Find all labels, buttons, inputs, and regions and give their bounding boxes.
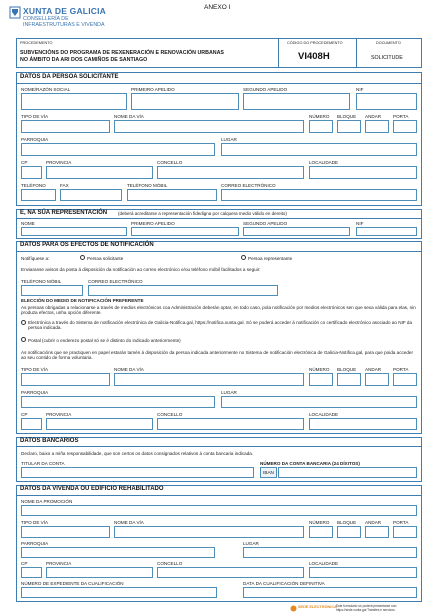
notify-door-label: PORTA: [393, 367, 409, 372]
notify-council-field[interactable]: [157, 418, 304, 430]
applicant-number-field[interactable]: [309, 120, 333, 133]
applicant-mobile-field[interactable]: [127, 189, 217, 201]
dwelling-council-label: CONCELLO: [157, 561, 183, 566]
electronic-notification-radio[interactable]: [21, 320, 26, 325]
notify-locality-field[interactable]: [309, 418, 417, 430]
applicant-locality-field[interactable]: [309, 166, 417, 179]
notify-applicant-label: Persoa solicitante: [87, 256, 124, 261]
notify-place-label: LUGAR: [221, 390, 237, 395]
procedure-code-label: CÓDIGO DO PROCEDEMENTO: [287, 41, 343, 45]
applicant-council-label: CONCELLO: [157, 160, 183, 165]
applicant-street-name-field[interactable]: [114, 120, 304, 133]
send-notice-text: Enviaranse avisos da posta á disposición da notificación ao correo electrónico e/ou teléfono móbil facilitados a seguir:: [21, 267, 261, 272]
representative-nif-label: NIF: [356, 221, 364, 226]
notify-province-label: PROVINCIA: [46, 412, 72, 417]
notify-representative-radio[interactable]: [241, 255, 246, 260]
applicant-email-field[interactable]: [221, 189, 417, 201]
dwelling-parish-label: PARROQUIA: [21, 541, 49, 546]
file-number-label: NÚMERO DE EXPEDIENTE DA CUALIFICACIÓN: [21, 581, 124, 586]
notify-number-field[interactable]: [309, 373, 333, 386]
procedure-text-1: SUBVENCIÓNS DO PROGRAMA DE REXENERACIÓN E RENOVACIÓN URBANAS: [20, 50, 224, 56]
logo-subtitle-1: CONSELLERÍA DE: [23, 16, 69, 22]
applicant-nif-field[interactable]: [356, 93, 417, 110]
notify-locality-label: LOCALIDADE: [309, 412, 339, 417]
applicant-parish-label: PARROQUIA: [21, 137, 49, 142]
applicant-phone-field[interactable]: [21, 189, 56, 201]
applicant-surname2-field[interactable]: [243, 93, 350, 110]
applicant-floor-label: ANDAR: [365, 114, 382, 119]
notify-floor-field[interactable]: [365, 373, 389, 386]
applicant-fax-label: FAX: [60, 183, 69, 188]
dwelling-place-label: LUGAR: [243, 541, 259, 546]
notify-mobile-field[interactable]: [21, 285, 83, 296]
applicant-door-field[interactable]: [393, 120, 417, 133]
notify-street-type-field[interactable]: [21, 373, 110, 386]
dwelling-street-name-field[interactable]: [114, 526, 304, 538]
applicant-fax-field[interactable]: [60, 189, 122, 201]
qualification-date-field[interactable]: [243, 587, 417, 598]
qualification-date-label: DATA DA CUALIFICACIÓN DEFINITIVA: [243, 581, 325, 586]
notify-parish-field[interactable]: [21, 396, 215, 408]
notify-street-name-field[interactable]: [114, 373, 304, 386]
dwelling-street-name-label: NOME DA VÍA: [114, 520, 144, 525]
notify-representative-label: Persoa representante: [248, 256, 293, 261]
postal-note-text: As notificacións que se practiquen en papel estarán tamén á disposición da persoa indicada anteriormente no Sistema de notificación electrónica de Galicia-Notifica.gal, para que poida acceder ao seu contido de forma voluntaria.: [21, 350, 413, 361]
dwelling-number-label: NÚMERO: [309, 520, 330, 525]
representative-surname1-field[interactable]: [131, 227, 239, 236]
representative-title: E, NA SÚA REPRESENTACIÓN: [20, 210, 108, 216]
dwelling-block-field[interactable]: [337, 526, 361, 538]
promotion-label: NOME DA PROMOCIÓN: [21, 499, 73, 504]
notify-email-label: CORREO ELECTRÓNICO: [88, 279, 143, 284]
notification-title: DATOS PARA OS EFECTOS DE NOTIFICACIÓN: [20, 242, 154, 248]
electronic-notification-label: Electrónica a través do Sistema de notificación electrónica de Galicia-Notifica.gal, https://notifica.xunta.gal. Só se poderá acceder á notificación co certificado electrónico asociado ao NIF da persoa indicada.: [28, 320, 413, 331]
representative-name-label: NOME: [21, 221, 35, 226]
procedure-code: VI408H: [298, 51, 330, 62]
bank-title: DATOS BANCARIOS: [20, 438, 79, 444]
iban-prefix: IBAN: [260, 467, 277, 478]
notify-block-field[interactable]: [337, 373, 361, 386]
dwelling-floor-field[interactable]: [365, 526, 389, 538]
applicant-cp-field[interactable]: [21, 166, 42, 179]
xunta-logo: [9, 6, 119, 36]
applicant-number-label: NÚMERO: [309, 114, 330, 119]
applicant-name-field[interactable]: [21, 93, 127, 110]
applicant-place-field[interactable]: [221, 143, 417, 156]
notify-council-label: CONCELLO: [157, 412, 183, 417]
representative-name-field[interactable]: [21, 227, 127, 236]
applicant-surname1-field[interactable]: [131, 93, 239, 110]
representative-note: (deberá acreditarse a representación fidedigna por calquera medio válido en dereito): [118, 211, 287, 216]
notify-door-field[interactable]: [393, 373, 417, 386]
applicant-province-field[interactable]: [46, 166, 153, 179]
notify-street-name-label: NOME DA VÍA: [114, 367, 144, 372]
xunta-emblem-icon: [9, 6, 21, 19]
logo-title: XUNTA DE GALICIA: [23, 6, 107, 16]
representative-surname1-label: PRIMEIRO APELIDO: [131, 221, 175, 226]
applicant-name-label: NOME/RAZÓN SOCIAL: [21, 87, 71, 92]
notify-cp-label: CP: [21, 412, 28, 417]
applicant-parish-field[interactable]: [21, 143, 215, 156]
notification-choice-text: As persoas obrigadas a relacionarse a través de medios electrónicos coa Administración deberán optar, en todo caso, pola notificación por medios electrónicos sen que sexa válida para elas, nin produza efectos, unha opción diferente.: [21, 305, 416, 316]
dwelling-door-label: PORTA: [393, 520, 409, 525]
applicant-nif-label: NIF: [356, 87, 364, 92]
applicant-street-type-label: TIPO DE VÍA: [21, 114, 49, 119]
notify-province-field[interactable]: [46, 418, 153, 430]
dwelling-locality-field[interactable]: [309, 567, 417, 578]
procedure-label: PROCEDEMENTO: [20, 41, 53, 45]
dwelling-cp-label: CP: [21, 561, 28, 566]
bank-holder-field[interactable]: [21, 467, 254, 478]
applicant-title: DATOS DA PERSOA SOLICITANTE: [20, 74, 119, 80]
representative-surname2-label: SEGUNDO APELIDO: [243, 221, 288, 226]
notify-floor-label: ANDAR: [365, 367, 382, 372]
dwelling-number-field[interactable]: [309, 526, 333, 538]
notify-cp-field[interactable]: [21, 418, 42, 430]
applicant-block-field[interactable]: [337, 120, 361, 133]
sede-label: SEDE ELECTRÓNICA: [298, 605, 337, 609]
applicant-province-label: PROVINCIA: [46, 160, 72, 165]
dwelling-floor-label: ANDAR: [365, 520, 382, 525]
bank-declaration: Declaro, baixo a miña responsabilidade, que son certos os datos consignados relativos á conta bancaria indicada.: [21, 451, 254, 456]
dwelling-place-field[interactable]: [243, 547, 417, 558]
promotion-field[interactable]: [21, 505, 417, 516]
dwelling-block-label: BLOQUE: [337, 520, 357, 525]
dwelling-province-field[interactable]: [46, 567, 153, 578]
dwelling-council-field[interactable]: [157, 567, 304, 578]
document-type: SOLICITUDE: [371, 55, 403, 61]
bank-account-label: NÚMERO DA CONTA BANCARIA (24 DÍXITOS): [260, 461, 360, 466]
notify-to-label: Notifíquese a:: [21, 256, 50, 261]
representative-nif-field[interactable]: [356, 227, 417, 236]
document-label: DOCUMENTO: [376, 41, 401, 45]
notify-number-label: NÚMERO: [309, 367, 330, 372]
annex-label: ANEXO I: [204, 4, 231, 11]
bank-holder-label: TITULAR DA CONTA: [21, 461, 65, 466]
applicant-street-type-field[interactable]: [21, 120, 110, 133]
dwelling-locality-label: LOCALIDADE: [309, 561, 339, 566]
applicant-locality-label: LOCALIDADE: [309, 160, 339, 165]
dwelling-door-field[interactable]: [393, 526, 417, 538]
applicant-place-label: LUGAR: [221, 137, 237, 142]
applicant-door-label: PORTA: [393, 114, 409, 119]
applicant-email-label: CORREO ELECTRÓNICO: [221, 183, 276, 188]
applicant-cp-label: CP: [21, 160, 28, 165]
dwelling-street-type-field[interactable]: [21, 526, 110, 538]
bank-account-field[interactable]: [278, 467, 417, 478]
dwelling-title: DATOS DA VIVENDA OU EDIFICIO REHABILITADO: [20, 486, 164, 492]
footer-text-2: https://sede.xunta.gal Trámites e servizos.: [336, 608, 396, 612]
applicant-mobile-label: TELÉFONO MÓBIL: [127, 183, 168, 188]
postal-notification-label: Postal (cubrir o enderezo postal só se é distinto do indicado anteriormente): [28, 338, 181, 343]
notify-email-field[interactable]: [88, 285, 278, 296]
dwelling-province-label: PROVINCIA: [46, 561, 72, 566]
notify-parish-label: PARROQUIA: [21, 390, 49, 395]
notify-block-label: BLOQUE: [337, 367, 357, 372]
applicant-phone-label: TELÉFONO: [21, 183, 46, 188]
dwelling-street-type-label: TIPO DE VÍA: [21, 520, 49, 525]
applicant-floor-field[interactable]: [365, 120, 389, 133]
notify-applicant-radio[interactable]: [80, 255, 85, 260]
applicant-block-label: BLOQUE: [337, 114, 357, 119]
sede-logo: [290, 604, 420, 614]
notification-choice-title: ELECCIÓN DO MEDIO DE NOTIFICACIÓN PREFERENTE: [21, 298, 144, 303]
postal-notification-radio[interactable]: [21, 337, 26, 342]
applicant-street-name-label: NOME DA VÍA: [114, 114, 144, 119]
footer-text-1: Este formulario só poderá presentarse nun: [336, 604, 397, 608]
sede-electronica-icon: [290, 605, 297, 612]
notify-street-type-label: TIPO DE VÍA: [21, 367, 49, 372]
notify-mobile-label: TELÉFONO MÓBIL: [21, 279, 62, 284]
logo-subtitle-2: INFRAESTRUTURAS E VIVENDA: [23, 22, 105, 28]
procedure-text-2: NO ÁMBITO DA ARI DOS CAMIÑOS DE SANTIAGO: [20, 57, 148, 63]
dwelling-parish-field[interactable]: [21, 547, 215, 558]
applicant-council-field[interactable]: [157, 166, 304, 179]
dwelling-cp-field[interactable]: [21, 567, 42, 578]
applicant-surname2-label: SEGUNDO APELIDO: [243, 87, 288, 92]
representative-surname2-field[interactable]: [243, 227, 350, 236]
applicant-surname1-label: PRIMEIRO APELIDO: [131, 87, 175, 92]
notify-place-field[interactable]: [221, 396, 417, 408]
file-number-field[interactable]: [21, 587, 217, 598]
